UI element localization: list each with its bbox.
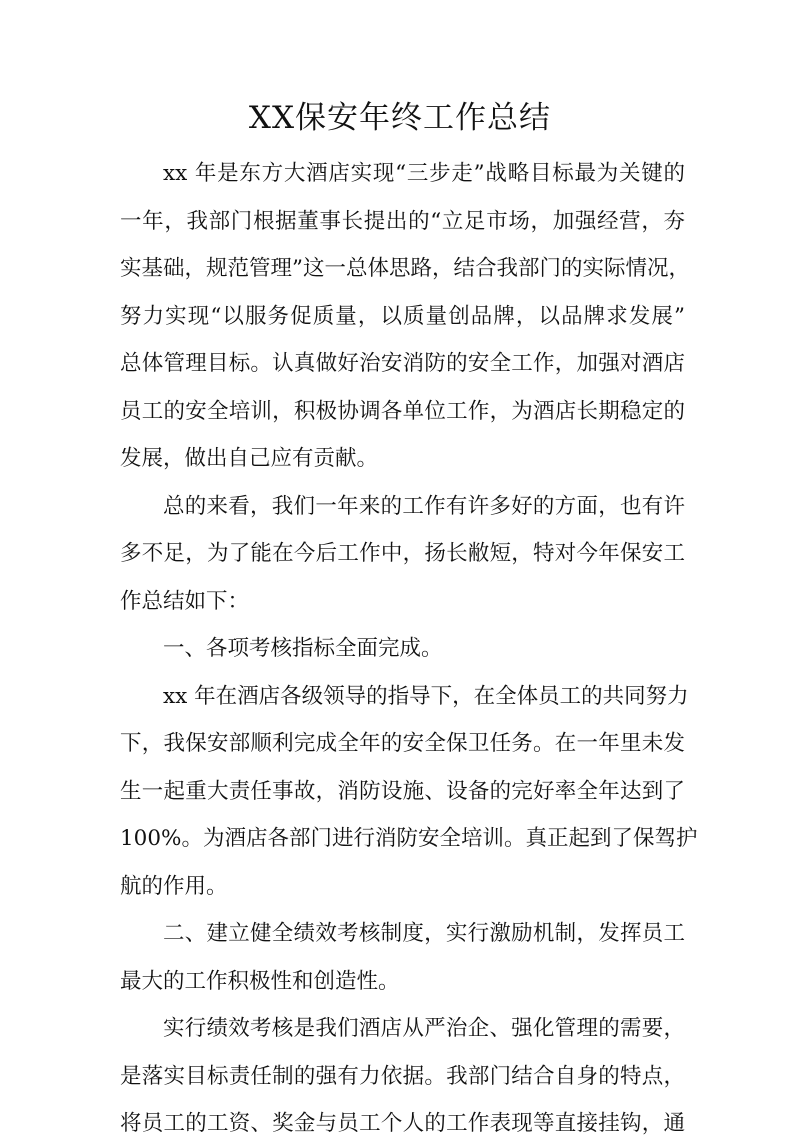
section-heading-line: 一、各项考核指标全面完成。 [163,636,443,661]
paragraph-line: 是落实目标责任制的强有力依据。我部门结合自身的特点， [120,1063,685,1089]
document-body [120,150,698,1148]
paragraph-line: xx 年在酒店各级领导的指导下，在全体员工的共同努力 [163,683,689,709]
paragraph-line: 下，我保安部顺利完成全年的安全保卫任务。在一年里未发 [120,731,685,756]
paragraph-line: 100%。为酒店各部门进行消防安全培训。真正起到了保驾护 [120,826,698,851]
paragraph-line: 将员工的工资、奖金与员工个人的工作表现等直接挂钩，通 [120,1111,685,1136]
paragraph-overview [120,483,685,626]
paragraph-line: 生一起重大责任事故，消防设施、设备的完好率全年达到了 [120,778,685,804]
section-heading-line: 二、建立健全绩效考核制度，实行激励机制，发挥员工 [163,921,685,946]
paragraph-line: 多不足，为了能在今后工作中，扬长敝短，特对今年保安工 [120,541,685,566]
paragraph-line: 实行绩效考核是我们酒店从严治企、强化管理的需要， [163,1016,685,1041]
paragraph-line: 发展，做出自己应有贡献。 [120,446,379,471]
paragraph-line: 一年，我部门根据董事长提出的“立足市场，加强经营，夯 [120,208,685,234]
section-heading-2 [120,910,685,1005]
paragraph-line: 总的来看，我们一年来的工作有许多好的方面，也有许 [163,493,685,519]
paragraph-performance [120,1005,685,1148]
section-heading-line: 最大的工作积极性和创造性。 [120,968,400,994]
paragraph-line: 努力实现“以服务促质量，以质量创品牌，以品牌求发展” [120,303,685,329]
paragraph-line: 实基础，规范管理”这一总体思路，结合我部门的实际情况， [120,256,690,281]
document-title: XX保安年终工作总结 [248,100,552,136]
paragraph-intro [120,150,690,483]
paragraph-line: 总体管理目标。认真做好治安消防的安全工作，加强对酒店 [120,351,685,376]
paragraph-line: 作总结如下： [120,588,250,614]
paragraph-assessment [120,673,698,911]
section-heading-1 [120,625,685,673]
paragraph-line: 员工的安全培训，积极协调各单位工作，为酒店长期稳定的 [120,398,685,424]
paragraph-line: 航的作用。 [120,873,228,899]
paragraph-line: xx 年是东方大酒店实现“三步走”战略目标最为关键的 [163,161,685,186]
